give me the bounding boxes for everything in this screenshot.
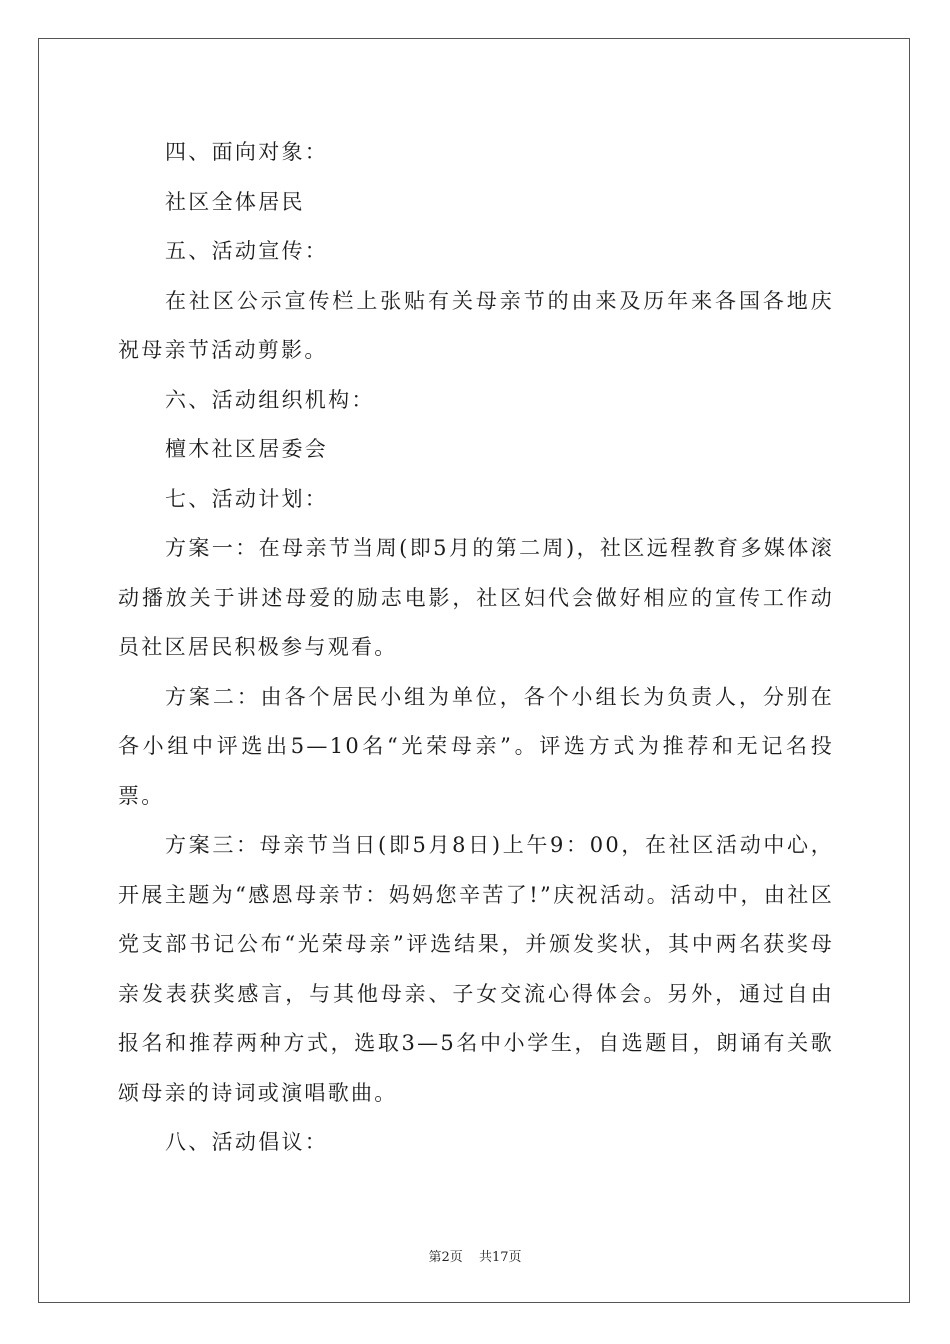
page-number: 第2页 (428, 1250, 463, 1265)
section-heading-audience: 四、面向对象： (165, 140, 329, 164)
section-heading-plan: 七、活动计划： (165, 486, 329, 511)
page-footer (0, 1246, 950, 1265)
paragraph-audience: 社区全体居民 (165, 189, 305, 214)
section-heading-organizer: 六、活动组织机构： (165, 387, 375, 412)
section-heading-initiative: 八、活动倡议： (165, 1130, 329, 1154)
paragraph-publicity: 在社区公示宣传栏上张贴有关母亲节的由来及历年来各国各地庆祝母亲节活动剪影。 (118, 288, 834, 362)
document-body (118, 128, 834, 1168)
paragraph-plan-two: 方案二：由各个居民小组为单位，各个小组长为负责人，分别在各小组中评选出5—10名“光荣母亲”。评选方式为推荐和无记名投票。 (118, 684, 834, 808)
paragraph-plan-three: 方案三：母亲节当日(即5月8日)上午9：00，在社区活动中心，开展主题为“感恩母亲节：妈妈您辛苦了!”庆祝活动。活动中，由社区党支部书记公布“光荣母亲”评选结果，并颁发奖状，其中两名获奖母亲发表获奖感言，与其他母亲、子女交流心得体会。另外，通过自由报名和推荐两种方式，选取3—5名中小学生，自选题目，朗诵有关歌颂母亲的诗词或演唱歌曲。 (118, 833, 834, 1105)
paragraph-organizer: 檀木社区居委会 (165, 437, 329, 461)
paragraph-plan-one: 方案一：在母亲节当周(即5月的第二周)，社区远程教育多媒体滚动播放关于讲述母爱的励志电影，社区妇代会做好相应的宣传工作动员社区居民积极参与观看。 (118, 536, 834, 659)
page-total: 共17页 (478, 1250, 522, 1265)
section-heading-publicity: 五、活动宣传： (165, 239, 329, 263)
